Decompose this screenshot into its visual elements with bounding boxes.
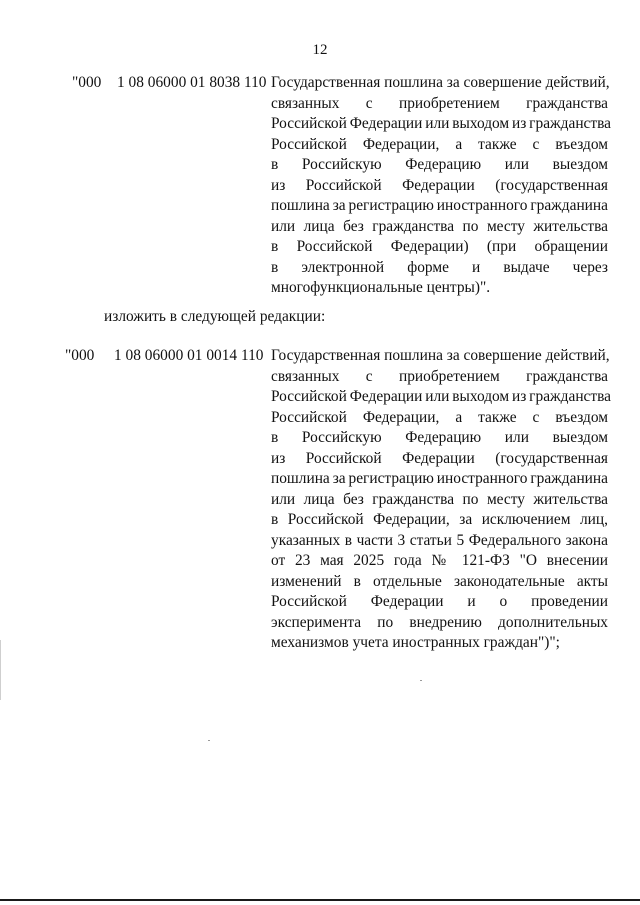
old-entry-line: или лица без гражданства по месту жительства	[271, 217, 608, 235]
new-entry-prefix: "000	[65, 347, 95, 364]
old-entry-description	[271, 73, 612, 299]
new-entry-line: связанных с приобретением гражданства	[271, 367, 608, 385]
old-entry-line: в Российской Федерации) (при обращении	[271, 238, 608, 255]
new-entry-line: Российской Федерации, а также с въездом	[271, 408, 608, 426]
scan-edge-mark	[0, 640, 1, 700]
scan-speck	[208, 740, 210, 741]
old-entry-line: Государственная пошлина за совершение действий,	[271, 74, 610, 91]
amendment-phrase: изложить в следующей редакции:	[104, 308, 326, 325]
old-entry-line: пошлина за регистрацию иностранного гражданина	[271, 197, 608, 214]
new-entry-line: пошлина за регистрацию иностранного гражданина	[271, 470, 608, 487]
scan-speck	[420, 680, 422, 681]
new-entry-line: из Российской Федерации (государственная	[271, 449, 608, 467]
new-entry-line: Российской Федерации и о проведении	[271, 593, 608, 610]
old-entry-line: в Российскую Федерацию или выездом	[271, 156, 608, 173]
new-entry-line: эксперимента по внедрению дополнительных	[271, 613, 608, 631]
old-entry-line: Российской Федерации или выходом из гражданства	[271, 115, 612, 132]
page-bottom-edge	[0, 899, 640, 901]
old-entry-line: Российской Федерации, а также с въездом	[271, 135, 608, 153]
old-entry-line: из Российской Федерации (государственная	[271, 176, 608, 194]
new-entry-line: или лица без гражданства по месту жительства	[271, 490, 608, 508]
new-entry-line: механизмов учета иностранных граждан")";	[271, 634, 560, 651]
new-entry-line: Российской Федерации или выходом из гражданства	[271, 388, 612, 405]
old-entry-line: в электронной форме и выдаче через	[271, 258, 608, 276]
old-entry-line: многофункциональные центры)".	[271, 279, 491, 296]
new-entry-line: изменений в отдельные законодательные акты	[271, 572, 608, 590]
new-entry-code: 1 08 06000 01 0014 110	[114, 347, 264, 364]
page-number: 12	[312, 42, 328, 58]
new-entry-line: указанных в части 3 статьи 5 Федерального закона	[271, 531, 608, 549]
new-entry-line: Государственная пошлина за совершение действий,	[271, 347, 610, 364]
new-entry-line: от 23 мая 2025 года № 121-ФЗ "О внесении	[271, 552, 608, 569]
new-entry-description	[271, 346, 612, 654]
old-entry-prefix: "000	[72, 74, 102, 91]
old-entry-line: связанных с приобретением гражданства	[271, 94, 608, 112]
new-entry-line: в Российскую Федерацию или выездом	[271, 429, 608, 446]
old-entry-code: 1 08 06000 01 8038 110	[117, 74, 267, 91]
new-entry-line: в Российской Федерации, за исключением лиц,	[271, 511, 608, 528]
